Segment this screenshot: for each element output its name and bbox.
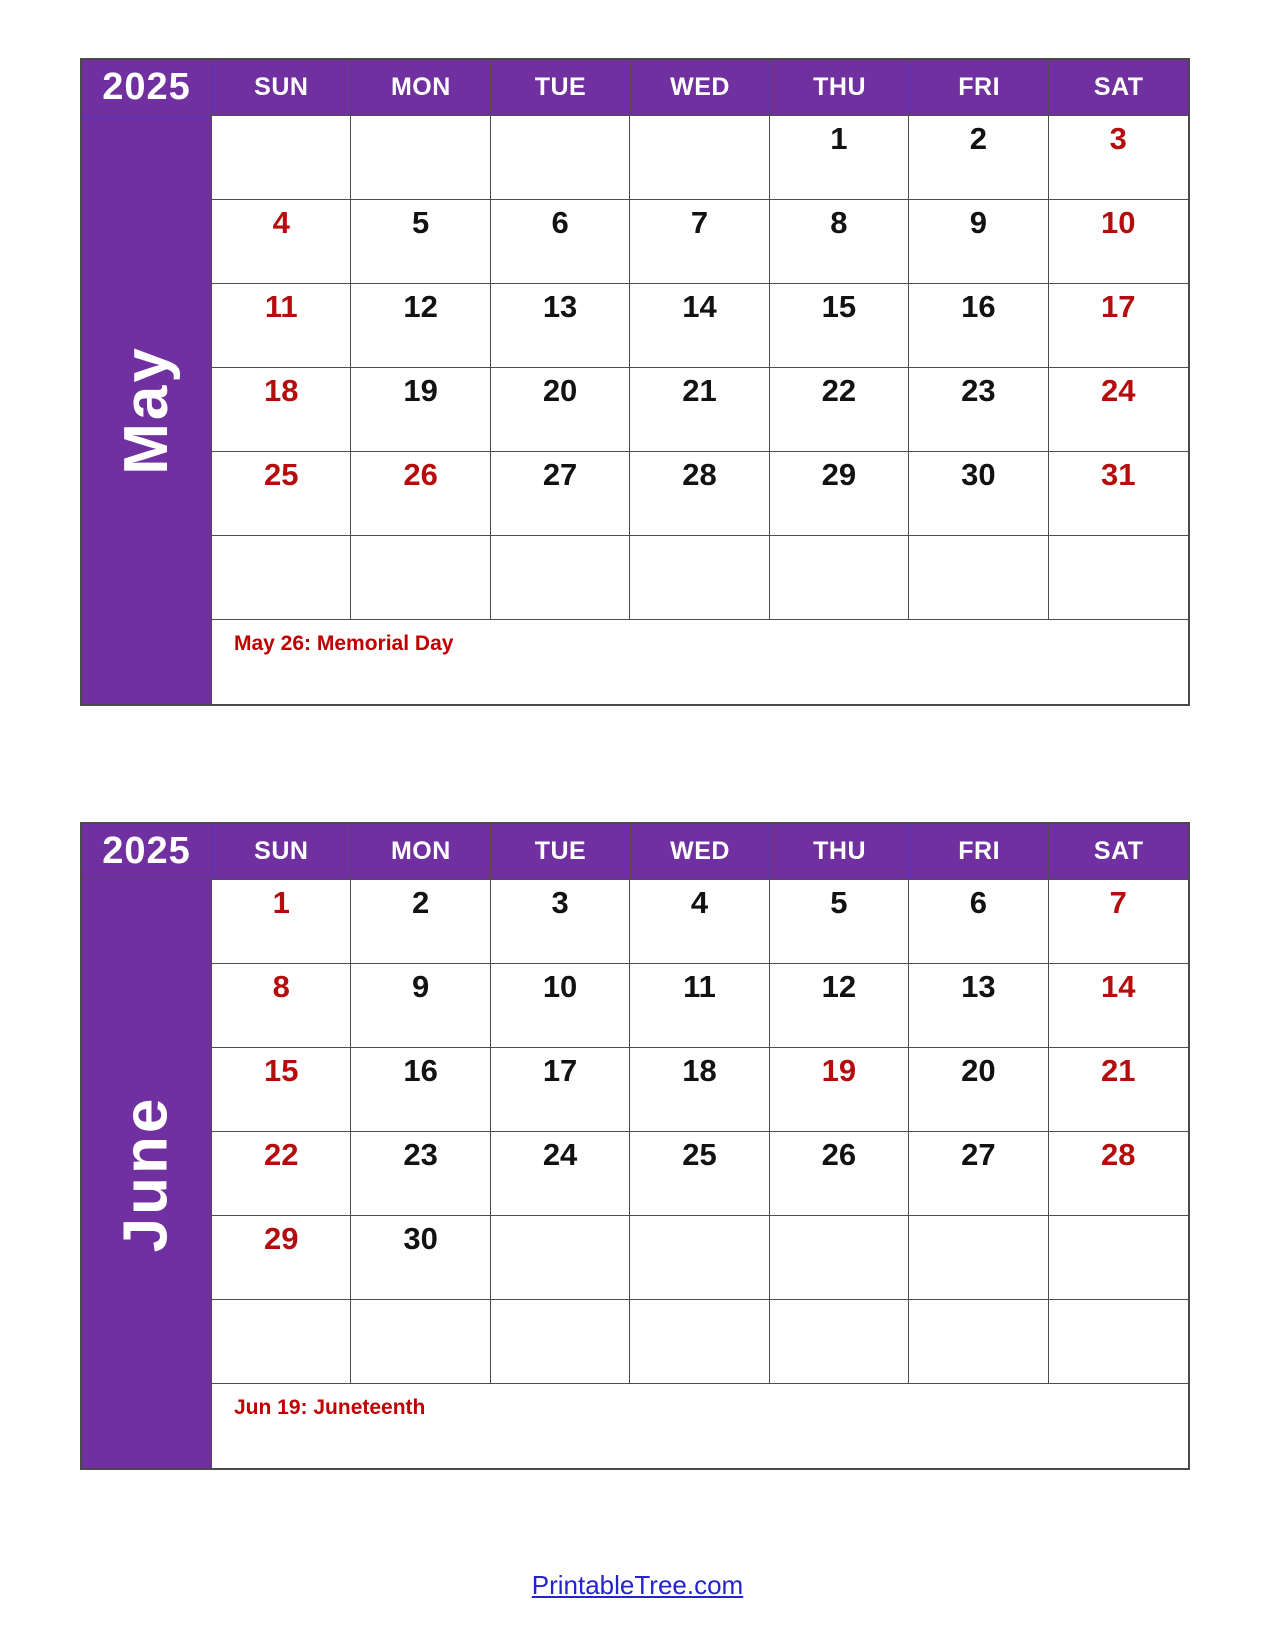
- day-number: 22: [821, 373, 857, 408]
- day-cell: [212, 880, 351, 964]
- weekday-thu: THU: [770, 824, 910, 880]
- day-cell: [1049, 284, 1188, 368]
- day-number: 9: [969, 205, 987, 240]
- weekday-wed: WED: [631, 60, 771, 116]
- day-cell-empty: [212, 1300, 351, 1384]
- day-cell-empty: [351, 116, 490, 200]
- day-cell: [770, 880, 909, 964]
- day-number: 7: [690, 205, 709, 240]
- day-number: 2: [412, 885, 430, 920]
- weekday-sun: SUN: [212, 824, 352, 880]
- day-number: 14: [682, 289, 717, 324]
- day-cell-empty: [909, 1300, 1048, 1384]
- day-cell: [491, 1132, 630, 1216]
- day-cell: [909, 452, 1048, 536]
- day-cell: [491, 1048, 630, 1132]
- day-number: 18: [682, 1053, 717, 1088]
- day-cell: [351, 1216, 490, 1300]
- day-cell-empty: [770, 1300, 909, 1384]
- day-cell: [491, 964, 630, 1048]
- day-cell: [770, 284, 909, 368]
- site-link[interactable]: PrintableTree.com: [531, 1570, 744, 1600]
- weekday-sat: SAT: [1049, 824, 1188, 880]
- day-cell: [1049, 368, 1188, 452]
- day-cell: [212, 284, 351, 368]
- day-number: 20: [961, 1053, 996, 1088]
- day-cell-empty: [630, 536, 769, 620]
- day-cell: [770, 200, 909, 284]
- day-cell: [1049, 1132, 1188, 1216]
- day-cell: [770, 1132, 909, 1216]
- holiday-note: May 26: Memorial Day: [234, 632, 454, 655]
- day-cell: [909, 368, 1048, 452]
- day-cell: [630, 368, 769, 452]
- day-number: 31: [1101, 457, 1136, 492]
- day-cell: [1049, 116, 1188, 200]
- day-number: 21: [1101, 1053, 1136, 1088]
- day-cell-empty: [630, 116, 769, 200]
- day-cell: [212, 452, 351, 536]
- day-number: 17: [542, 1053, 578, 1088]
- day-number: 11: [683, 969, 716, 1004]
- day-cell-empty: [351, 1300, 490, 1384]
- day-number: 22: [263, 1137, 299, 1172]
- day-number: 12: [403, 289, 438, 324]
- day-cell: [630, 452, 769, 536]
- day-number: 27: [542, 457, 578, 492]
- day-number: 3: [1109, 121, 1127, 156]
- day-cell: [630, 200, 769, 284]
- weekday-mon: MON: [352, 60, 492, 116]
- month-label: June: [111, 1095, 181, 1253]
- day-cell: [491, 368, 630, 452]
- day-number: 3: [551, 885, 569, 920]
- day-cell: [212, 1216, 351, 1300]
- day-cell: [909, 200, 1048, 284]
- weekday-fri: FRI: [910, 60, 1050, 116]
- day-cell: [351, 200, 490, 284]
- day-number: 25: [263, 457, 299, 492]
- day-number: 8: [272, 969, 290, 1004]
- day-cell: [909, 880, 1048, 964]
- day-number: 10: [542, 969, 578, 1004]
- day-number: 6: [969, 885, 987, 920]
- day-cell: [1049, 200, 1188, 284]
- year-label: 2025: [82, 60, 212, 116]
- day-number: 29: [263, 1221, 299, 1256]
- weekday-wed: WED: [631, 824, 771, 880]
- day-cell: [351, 452, 490, 536]
- month-sidebar: [82, 116, 212, 704]
- day-cell: [212, 1132, 351, 1216]
- weekday-tue: TUE: [491, 824, 631, 880]
- day-cell: [351, 284, 490, 368]
- day-cell: [491, 284, 630, 368]
- day-number: 15: [263, 1053, 299, 1088]
- weekday-tue: TUE: [491, 60, 631, 116]
- weekday-fri: FRI: [910, 824, 1050, 880]
- day-cell: [630, 284, 769, 368]
- day-number: 25: [682, 1137, 717, 1172]
- day-number: 14: [1101, 969, 1136, 1004]
- day-number: 19: [821, 1053, 857, 1088]
- day-cell-empty: [491, 1300, 630, 1384]
- day-cell-empty: [491, 1216, 630, 1300]
- month-sidebar: [82, 880, 212, 1468]
- day-number: 23: [961, 373, 996, 408]
- day-number: 15: [821, 289, 857, 324]
- day-cell-empty: [351, 536, 490, 620]
- day-number: 13: [961, 969, 996, 1004]
- day-cell: [351, 368, 490, 452]
- day-cell: [1049, 1048, 1188, 1132]
- day-cell-empty: [491, 116, 630, 200]
- day-number: 1: [830, 121, 848, 156]
- day-cell: [630, 1048, 769, 1132]
- weekday-row: [212, 60, 1188, 116]
- day-grid: [212, 880, 1188, 1384]
- day-number: 27: [961, 1137, 996, 1172]
- day-number: 26: [403, 457, 438, 492]
- weekday-sat: SAT: [1049, 60, 1188, 116]
- day-cell: [212, 964, 351, 1048]
- calendar-june: [80, 822, 1190, 1470]
- day-number: 16: [403, 1053, 438, 1088]
- calendar-grid-area: [212, 880, 1188, 1468]
- day-cell-empty: [1049, 1300, 1188, 1384]
- weekday-mon: MON: [352, 824, 492, 880]
- day-cell: [212, 1048, 351, 1132]
- day-cell: [909, 1048, 1048, 1132]
- day-cell: [1049, 452, 1188, 536]
- day-cell: [491, 452, 630, 536]
- day-cell: [630, 880, 769, 964]
- holiday-note: Jun 19: Juneteenth: [234, 1396, 426, 1419]
- day-number: 12: [821, 969, 857, 1004]
- day-number: 28: [1101, 1137, 1136, 1172]
- day-number: 18: [263, 373, 299, 408]
- day-number: 20: [542, 373, 578, 408]
- day-number: 13: [542, 289, 578, 324]
- year-label: 2025: [82, 824, 212, 880]
- day-number: 16: [961, 289, 996, 324]
- day-number: 6: [551, 205, 569, 240]
- day-cell: [1049, 964, 1188, 1048]
- day-cell: [909, 1132, 1048, 1216]
- calendar-grid-area: [212, 116, 1188, 704]
- holiday-note-area: [212, 1384, 1188, 1468]
- day-cell-empty: [212, 536, 351, 620]
- day-number: 2: [969, 121, 987, 156]
- day-number: 4: [690, 885, 709, 920]
- day-cell-empty: [909, 536, 1048, 620]
- day-number: 29: [821, 457, 857, 492]
- day-grid: [212, 116, 1188, 620]
- day-number: 5: [830, 885, 848, 920]
- month-label: May: [111, 345, 181, 475]
- day-number: 30: [961, 457, 996, 492]
- weekday-thu: THU: [770, 60, 910, 116]
- weekday-row: [212, 824, 1188, 880]
- calendar-body: [82, 880, 1188, 1468]
- day-cell: [630, 964, 769, 1048]
- day-number: 4: [272, 205, 290, 240]
- day-cell: [909, 284, 1048, 368]
- day-number: 30: [403, 1221, 438, 1256]
- day-cell: [212, 368, 351, 452]
- day-cell: [351, 964, 490, 1048]
- day-number: 7: [1109, 885, 1127, 920]
- day-number: 1: [272, 885, 290, 920]
- day-cell: [909, 116, 1048, 200]
- day-cell-empty: [909, 1216, 1048, 1300]
- day-cell: [770, 964, 909, 1048]
- day-cell: [630, 1132, 769, 1216]
- day-number: 28: [682, 457, 717, 492]
- day-cell-empty: [770, 536, 909, 620]
- day-number: 9: [412, 969, 430, 1004]
- day-cell: [212, 200, 351, 284]
- day-cell-empty: [1049, 536, 1188, 620]
- day-cell-empty: [630, 1300, 769, 1384]
- day-number: 23: [403, 1137, 438, 1172]
- calendar-header: [82, 60, 1188, 116]
- day-cell: [351, 1132, 490, 1216]
- day-number: 10: [1101, 205, 1136, 240]
- day-cell-empty: [770, 1216, 909, 1300]
- day-cell: [770, 452, 909, 536]
- day-cell-empty: [212, 116, 351, 200]
- calendar-header: [82, 824, 1188, 880]
- day-number: 24: [542, 1137, 578, 1172]
- day-cell: [351, 1048, 490, 1132]
- day-number: 19: [403, 373, 438, 408]
- calendar-body: [82, 116, 1188, 704]
- day-number: 21: [682, 373, 717, 408]
- day-number: 26: [821, 1137, 857, 1172]
- day-cell: [909, 964, 1048, 1048]
- day-number: 5: [412, 205, 430, 240]
- holiday-note-area: [212, 620, 1188, 704]
- day-cell-empty: [491, 536, 630, 620]
- day-cell: [351, 880, 490, 964]
- day-cell: [770, 116, 909, 200]
- day-cell: [491, 880, 630, 964]
- weekday-sun: SUN: [212, 60, 352, 116]
- day-cell: [770, 368, 909, 452]
- day-cell: [491, 200, 630, 284]
- day-cell: [770, 1048, 909, 1132]
- day-number: 24: [1101, 373, 1136, 408]
- day-cell-empty: [1049, 1216, 1188, 1300]
- day-number: 11: [264, 289, 298, 324]
- day-number: 8: [830, 205, 848, 240]
- day-number: 17: [1101, 289, 1136, 324]
- calendar-may: [80, 58, 1190, 706]
- day-cell: [1049, 880, 1188, 964]
- day-cell-empty: [630, 1216, 769, 1300]
